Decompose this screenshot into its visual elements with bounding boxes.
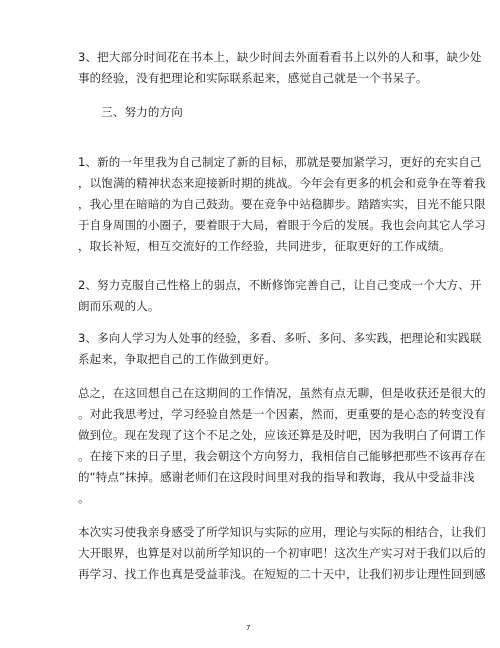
text-line: 于自身周围的小圈子，要着眼于大局，着眼于今后的发展。我也会向其它人学习: [78, 218, 486, 232]
text-line: 。: [78, 491, 90, 505]
text-line: 朗而乐观的人。: [78, 299, 160, 313]
text-line: 。对此我思考过，学习经验自然是一个因素，然而，更重要的是心态的转变没有: [78, 407, 486, 421]
text-line: 。在接下来的日子里，我会朝这个方向努力，我相信自己能够把那些不该再存在: [78, 449, 486, 463]
text-line: ，以饱满的精神状态来迎接新时期的挑战。今年会有更多的机会和竞争在等着我: [78, 176, 486, 190]
text-line: 3、把大部分时间花在书本上，缺少时间去外面看看书上以外的人和事，缺少处: [78, 50, 482, 64]
text-line: 本次实习使我亲身感受了所学知识与实际的应用，理论与实际的相结合，让我们: [78, 525, 486, 539]
text-line: 总之，在这回想自己在这期间的工作情况，虽然有点无聊，但是收获还是很大的: [78, 386, 486, 400]
text-line: 做到位。现在发现了这个不足之处，应该还算是及时吧，因为我明白了何谓工作: [78, 428, 486, 442]
text-line: ，取长补短，相互交流好的工作经验，共同进步，征取更好的工作成绩。: [78, 239, 451, 253]
text-line: 3、多向人学习为人处事的经验，多看、多听、多问、多实践，把理论和实践联: [78, 331, 482, 345]
text-line: ，我心里在暗暗的为自己鼓劲。要在竞争中站稳脚步。踏踏实实，目光不能只限: [78, 197, 486, 211]
text-line: 事的经验，没有把理论和实际联系起来，感觉自己就是一个书呆子。: [78, 71, 428, 85]
text-line: 大开眼界，也算是对以前所学知识的一个初审吧！这次生产实习对于我们以后的: [78, 546, 486, 560]
text-line: 1、新的一年里我为自己制定了新的目标，那就是要加紧学习，更好的充实自己: [78, 155, 482, 169]
text-line: 系起来，争取把自己的工作做到更好。: [78, 352, 277, 366]
text-line: 再学习、找工作也真是受益菲浅。在短短的二十天中，让我们初步让理性回到感: [78, 567, 486, 581]
section-heading: 三、努力的方向: [78, 105, 183, 119]
page-number: 7: [246, 624, 251, 632]
text-line: 2、努力克服自己性格上的弱点，不断修饰完善自己，让自己变成一个大方、开: [78, 278, 482, 292]
text-line: 的“特点”抹掉。感谢老师们在这段时间里对我的指导和教诲，我从中受益非浅: [78, 470, 475, 484]
